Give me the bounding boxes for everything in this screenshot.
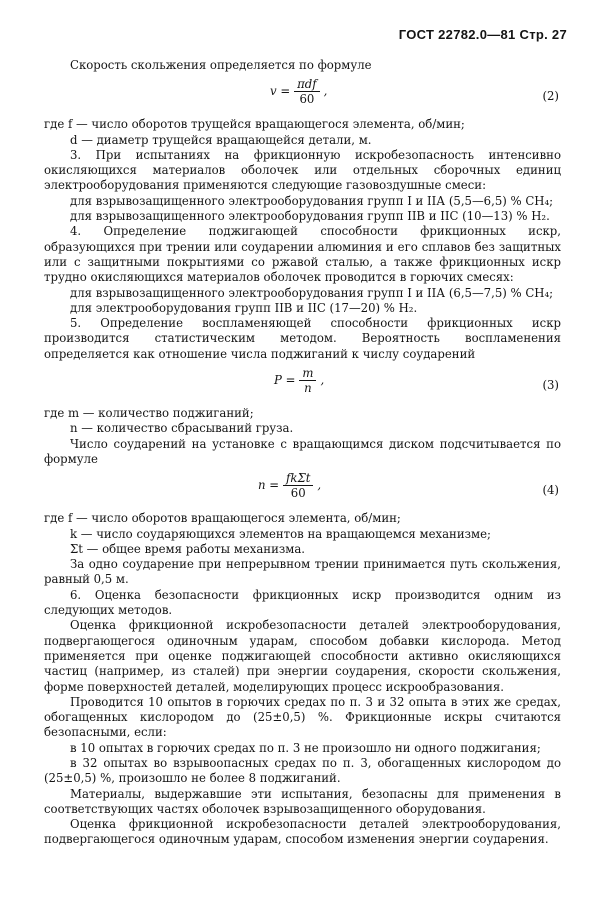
formula-3-lhs: P = (274, 372, 296, 387)
formula-4-denominator: 60 (290, 486, 306, 501)
paragraph-3: 3. При испытаниях на фрикционную искробезопасность интенсивно окисляющихся материалов оболочек или отдельных сборочных единиц электрооборудования применяются следующие газовоздушные смеси: (44, 147, 561, 193)
where-f3-line-1: где m — количество поджиганий; (44, 406, 254, 421)
formula-4 (44, 469, 561, 509)
paragraph-6-4: Оценка фрикционной искробезопасности деталей электрооборудования, подвергающегося одиночным ударам, способом изменения энергии соударения. (44, 817, 561, 847)
where-f2-line-1: где f — число оборотов трущейся вращающегося элемента, об/мин; (44, 117, 465, 132)
formula-3-denominator: n (304, 381, 312, 396)
paragraph-4-item-b: для электрооборудования групп IIВ и IIС (17—20) % Н₂. (70, 300, 418, 315)
formula-2-tail: , (323, 84, 328, 99)
formula-3 (44, 364, 561, 404)
formula-3-number: (3) (542, 378, 559, 393)
paragraph-3-item-b: для взрывозащищенного электрооборудования групп IIВ и IIС (10—13) % Н₂. (70, 209, 550, 224)
paragraph-speed: Скорость скольжения определяется по формуле (70, 58, 372, 72)
formula-2-fraction (294, 77, 320, 106)
document-body (44, 58, 561, 848)
formula-3-tail: , (320, 372, 325, 387)
paragraph-count: Число соударений на установке с вращающимся диском подсчитывается по формуле (44, 436, 561, 466)
formula-2 (44, 75, 561, 115)
where-f2-line-2: d — диаметр трущейся вращающейся детали, м. (70, 132, 372, 147)
paragraph-path: За одно соударение при непрерывном трении принимается путь скольжения, равный 0,5 м. (44, 557, 561, 587)
paragraph-5: 5. Определение воспламеняющей способности фрикционных искр производится статистическим методом. Вероятность воспламенения определяется как отношение числа поджиганий к числу соударений (44, 316, 561, 361)
paragraph-6: 6. Оценка безопасности фрикционных искр производится одним из следующих методов. (44, 587, 561, 618)
page-number: Стр. 27 (519, 27, 567, 42)
paragraph-6-2-a: в 10 опытах в горючих средах по п. 3 не произошло ни одного поджигания; (70, 740, 541, 755)
formula-4-number: (4) (542, 483, 559, 498)
paragraph-3-item-a: для взрывозащищенного электрооборудования групп I и IIА (5,5—6,5) % СН₄; (70, 193, 554, 208)
formula-3-numerator: m (299, 366, 316, 381)
formula-2-numerator: πdf (294, 77, 320, 92)
paragraph-6-2: Проводится 10 опытов в горючих средах по п. 3 и 32 опыта в этих же средах, обогащенных кислородом до (25±0,5) %. Фрикционные искры считаются безопасными, если: (44, 694, 561, 740)
where-f4-line-1: где f — число оборотов вращающегося элемента, об/мин; (44, 511, 401, 526)
formula-2-number: (2) (542, 89, 559, 104)
standard-number: ГОСТ 22782.0—81 (398, 27, 516, 42)
formula-4-numerator: fkΣt (283, 471, 313, 486)
formula-2-lhs: v = (270, 84, 291, 99)
paragraph-6-1: Оценка фрикционной искробезопасности деталей электрооборудования, подвергающегося одиночным ударам, способом добавки кислорода. Метод применяется при оценке поджигающей способности активно окисляющихся частиц (например, из сталей) при энергии соударения, скорости скольжения, форме поверхностей деталей, моделирующих процесс искрообразования. (44, 618, 561, 694)
formula-4-tail: , (317, 478, 322, 493)
paragraph-6-3: Материалы, выдержавшие эти испытания, безопасны для применения в соответствующих частях оболочек взрывозащищенного оборудования. (44, 786, 561, 816)
formula-3-fraction (299, 366, 316, 395)
formula-2-denominator: 60 (299, 92, 315, 107)
paragraph-6-2-b: в 32 опытах во взрывоопасных средах по п. 3, обогащенных кислородом до (25±0,5) %, произошло не более 8 поджиганий. (44, 755, 561, 786)
formula-4-fraction (283, 471, 313, 500)
where-f3-line-2: n — количество сбрасываний груза. (70, 421, 294, 436)
where-f4-line-3: Σt — общее время работы механизма. (70, 541, 306, 556)
paragraph-4: 4. Определение поджигающей способности фрикционных искр, образующихся при трении или соударении алюминия и его сплавов без защитных или с защитными покрытиями со ржавой сталью, а также фрикционных искр трудно окисляющихся материалов оболочек проводится в горючих смесях: (44, 224, 561, 285)
paragraph-4-item-a: для взрывозащищенного электрооборудования групп I и IIА (6,5—7,5) % СН₄; (70, 285, 554, 300)
where-f4-line-2: k — число соударяющихся элементов на вращающемся механизме; (70, 526, 491, 541)
formula-4-lhs: n = (258, 478, 280, 493)
page-header (399, 27, 567, 42)
